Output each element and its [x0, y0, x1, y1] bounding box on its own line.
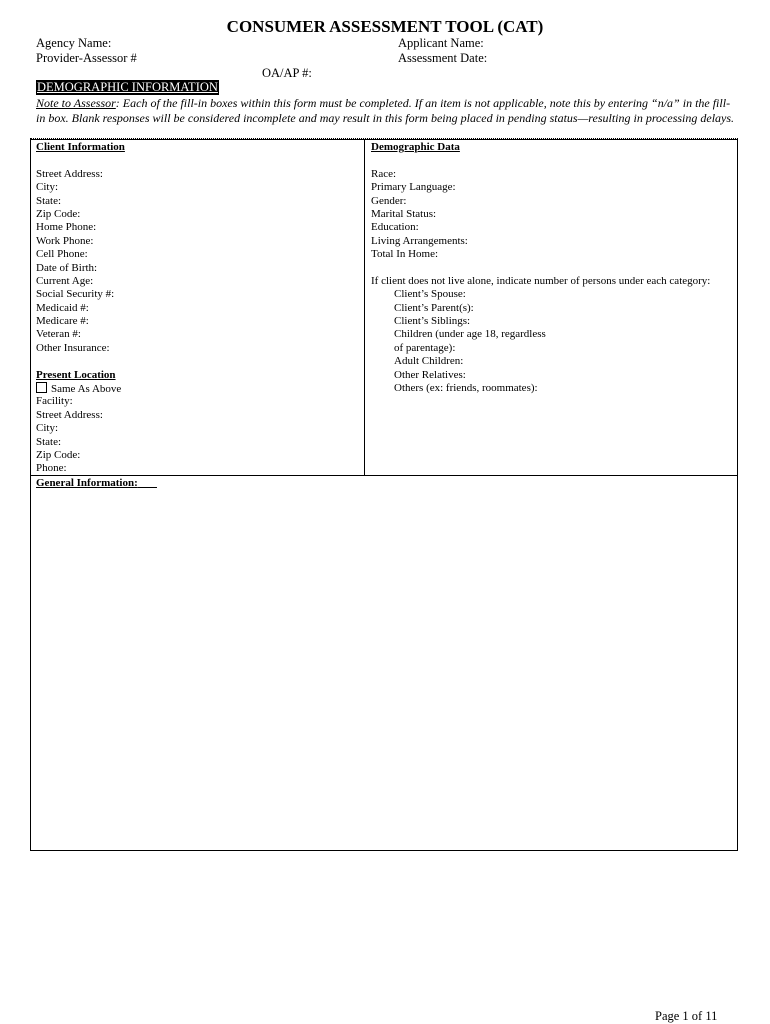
- page-number: Page 1 of 11: [655, 1009, 718, 1023]
- field-children-under-18[interactable]: Children (under age 18, regardless: [394, 328, 546, 341]
- present-location-heading: Present Location: [36, 368, 116, 381]
- household-prompt: If client does not live alone, indicate number of persons under each category:: [371, 274, 711, 287]
- field-other-insurance[interactable]: Other Insurance:: [36, 341, 110, 354]
- form-title: CONSUMER ASSESSMENT TOOL (CAT): [226, 17, 544, 36]
- field-state[interactable]: State:: [36, 194, 62, 207]
- field-other-relatives[interactable]: Other Relatives:: [394, 368, 466, 381]
- field-living-arrangements[interactable]: Living Arrangements:: [371, 234, 468, 247]
- field-location-zip-code[interactable]: Zip Code:: [36, 448, 81, 461]
- oa-ap-label: OA/AP #:: [262, 66, 312, 80]
- field-primary-language[interactable]: Primary Language:: [371, 181, 456, 194]
- field-medicare[interactable]: Medicare #:: [36, 315, 89, 328]
- field-current-age[interactable]: Current Age:: [36, 274, 94, 287]
- field-location-street-address[interactable]: Street Address:: [36, 408, 103, 421]
- field-clients-siblings[interactable]: Client’s Siblings:: [394, 315, 471, 328]
- field-city[interactable]: City:: [36, 181, 59, 194]
- field-medicaid[interactable]: Medicaid #:: [36, 301, 89, 314]
- field-street-address[interactable]: Street Address:: [36, 167, 103, 180]
- field-clients-parents[interactable]: Client’s Parent(s):: [394, 301, 474, 314]
- field-clients-spouse[interactable]: Client’s Spouse:: [394, 288, 466, 301]
- agency-name-label: Agency Name:: [36, 36, 112, 50]
- field-marital-status[interactable]: Marital Status:: [371, 207, 437, 220]
- general-information-label[interactable]: General Information:: [36, 477, 138, 489]
- field-location-phone[interactable]: Phone:: [36, 462, 67, 475]
- applicant-name-label: Applicant Name:: [398, 36, 484, 50]
- same-as-above-label: Same As Above: [51, 383, 122, 396]
- field-others[interactable]: Others (ex: friends, roommates):: [394, 382, 538, 395]
- assessment-date-label: Assessment Date:: [398, 51, 488, 65]
- field-gender[interactable]: Gender:: [371, 194, 407, 207]
- section-title: DEMOGRAPHIC INFORMATION: [37, 80, 218, 94]
- column-divider: [364, 139, 365, 476]
- client-info-heading: Client Information: [36, 141, 125, 153]
- note-lead: Note to Assessor: [36, 96, 116, 110]
- same-as-above-row[interactable]: [36, 382, 125, 395]
- field-veteran[interactable]: Veteran #:: [36, 328, 81, 341]
- field-social-security[interactable]: Social Security #:: [36, 288, 115, 301]
- provider-assessor-label: Provider-Assessor #: [36, 51, 137, 65]
- section-divider: [30, 475, 738, 476]
- field-facility[interactable]: Facility:: [36, 395, 73, 408]
- field-children-under-18-cont: of parentage):: [394, 341, 456, 354]
- field-adult-children[interactable]: Adult Children:: [394, 355, 464, 368]
- field-work-phone[interactable]: Work Phone:: [36, 234, 94, 247]
- same-as-above-checkbox[interactable]: [36, 382, 47, 393]
- demographic-data-column: [371, 141, 710, 395]
- field-education[interactable]: Education:: [371, 221, 419, 234]
- field-race[interactable]: Race:: [371, 167, 397, 180]
- field-location-state[interactable]: State:: [36, 435, 62, 448]
- demographic-data-heading: Demographic Data: [371, 141, 460, 153]
- field-date-of-birth[interactable]: Date of Birth:: [36, 261, 98, 274]
- field-zip-code[interactable]: Zip Code:: [36, 207, 81, 220]
- assessor-note: [36, 96, 736, 126]
- field-location-city[interactable]: City:: [36, 422, 59, 435]
- field-home-phone[interactable]: Home Phone:: [36, 221, 97, 234]
- client-info-column: [36, 141, 125, 476]
- note-body: : Each of the fill-in boxes within this form must be completed. If an item is not applicable, note this by entering “n/a” in the fill-in box. Blank responses will be considered incomplete and may result in this form being placed in pending status—resulting in processing delays.: [36, 96, 735, 125]
- field-total-in-home[interactable]: Total In Home:: [371, 248, 439, 261]
- field-cell-phone[interactable]: Cell Phone:: [36, 248, 88, 261]
